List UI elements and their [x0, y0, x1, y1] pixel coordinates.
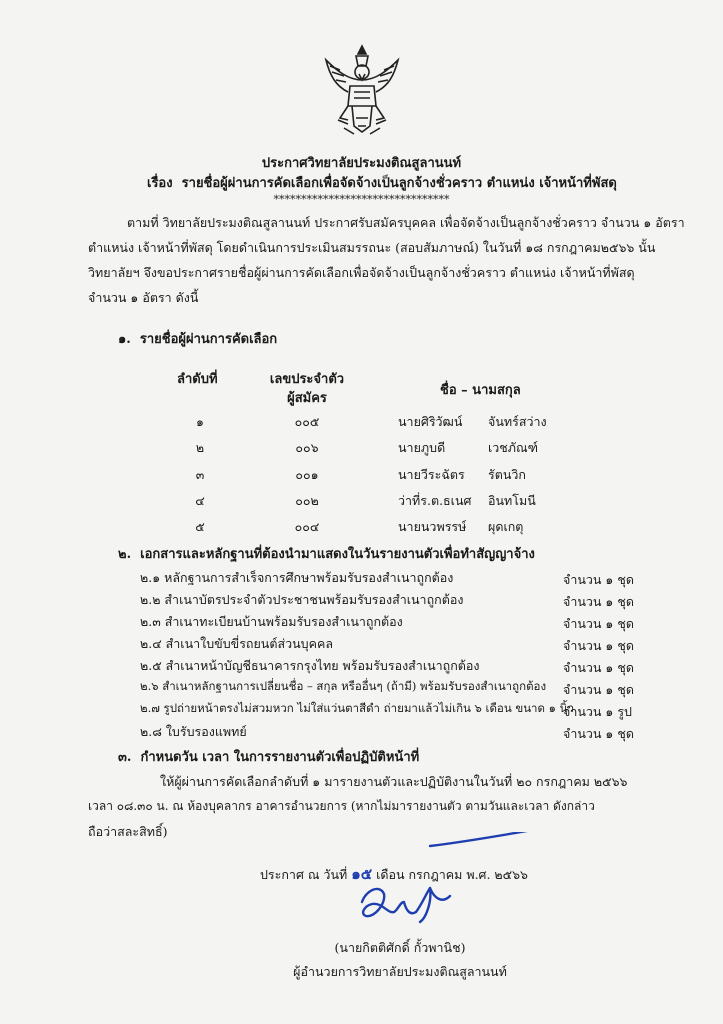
doc-item-qty: จำนวน ๑ รูป [563, 704, 632, 719]
signature-icon [330, 832, 610, 942]
org-title: ประกาศวิทยาลัยประมงติณสูลานนท์ [261, 156, 462, 171]
doc-item-text: ๒.๑ หลักฐานการสำเร็จการศึกษาพร้อมรับรองสำเนาถูกต้อง [140, 570, 454, 585]
section1-number: ๑. [118, 332, 131, 347]
col-id-line1: เลขประจำตัว [269, 372, 345, 387]
section2-number: ๒. [118, 547, 132, 562]
subject-text: รายชื่อผู้ผ่านการคัดเลือกเพื่อจัดจ้างเป็นลูกจ้างชั่วคราว ตำแหน่ง เจ้าหน้าที่พัสดุ [181, 176, 617, 191]
row-first-name: นายศิริวัฒน์ [398, 414, 463, 429]
announce-suffix: เดือน กรกฎาคม พ.ศ. ๒๕๖๖ [376, 867, 528, 882]
row-last-name: รัตนวิก [488, 467, 526, 482]
separator: ******************************** [273, 193, 450, 206]
doc-item-qty: จำนวน ๑ ชุด [563, 682, 634, 697]
row-last-name: จันทร์สว่าง [488, 414, 547, 429]
section1-title: รายชื่อผู้ผ่านการคัดเลือก [139, 332, 278, 347]
doc-item-text: ๒.๘ ใบรับรองแพทย์ [140, 724, 247, 739]
row-id: ๐๐๔ [294, 519, 320, 534]
section3-line-2: เวลา ๐๘.๓๐ น. ณ ห้องบุคลากร อาคารอำนวยการ (หากไม่มารายงานตัว ตามวันและเวลา ดังกล่าว [88, 799, 595, 813]
section3-title: กำหนดวัน เวลา ในการรายงานตัวเพื่อปฏิบัติหน้าที่ [140, 750, 420, 765]
doc-item-qty: จำนวน ๑ ชุด [563, 638, 634, 653]
doc-item-qty: จำนวน ๑ ชุด [563, 616, 634, 631]
garuda-emblem-icon [318, 40, 406, 140]
row-id: ๐๐๖ [295, 440, 319, 455]
row-order: ๒ [195, 440, 205, 455]
row-order: ๔ [195, 493, 205, 508]
doc-item-qty: จำนวน ๑ ชุด [563, 726, 634, 741]
doc-item-text: ๒.๕ สำเนาหน้าบัญชีธนาคารกรุงไทย พร้อมรับรองสำเนาถูกต้อง [140, 658, 480, 673]
row-last-name: อินทโมนี [488, 493, 536, 508]
intro-line-3: วิทยาลัยฯ จึงขอประกาศรายชื่อผู้ผ่านการคัดเลือกเพื่อจัดจ้างเป็นลูกจ้างชั่วคราว ตำแหน่ง เจ้าหน้าที่พัสดุ [88, 265, 635, 280]
doc-item-qty: จำนวน ๑ ชุด [563, 572, 634, 587]
doc-item-text: ๒.๔ สำเนาใบขับขี่รถยนต์ส่วนบุคคล [140, 636, 333, 651]
doc-item-text: ๒.๓ สำเนาทะเบียนบ้านพร้อมรับรองสำเนาถูกต้อง [140, 614, 403, 629]
intro-line-2: ตำแหน่ง เจ้าหน้าที่พัสดุ โดยดำเนินการประเมินสมรรถนะ (สอบสัมภาษณ์) ในวันที่ ๑๘ กรกฎาคม๒๕๖๖ นั้น [88, 240, 656, 255]
doc-item-text: ๒.๒ สำเนาบัตรประจำตัวประชาชนพร้อมรับรองสำเนาถูกต้อง [140, 592, 464, 607]
section2-heading [118, 543, 535, 564]
col-id-line2: ผู้สมัคร [287, 391, 327, 406]
announce-day: ๑๕ [351, 865, 373, 883]
announce-prefix: ประกาศ ณ วันที่ [260, 867, 348, 882]
intro-line-4: จำนวน ๑ อัตรา ดังนี้ [88, 290, 199, 305]
row-first-name: ว่าที่ร.ต.ธเนศ [398, 493, 472, 508]
col-name: ชื่อ – นามสกุล [440, 383, 521, 398]
row-id: ๐๐๒ [295, 493, 319, 508]
row-last-name: เวชภัณฑ์ [488, 440, 538, 455]
subject-line [147, 172, 617, 193]
section1-heading [118, 328, 277, 349]
row-first-name: นายวีระฉัตร [398, 467, 465, 482]
section3-line-1: ให้ผู้ผ่านการคัดเลือกลำดับที่ ๑ มารายงานตัวและปฏิบัติงานในวันที่ ๒๐ กรกฎาคม ๒๕๖๖ [160, 774, 628, 789]
doc-item-qty: จำนวน ๑ ชุด [563, 594, 634, 609]
row-id: ๐๐๕ [294, 414, 320, 429]
doc-item-text: ๒.๖ สำเนาหลักฐานการเปลี่ยนชื่อ – สกุล หรืออื่นๆ (ถ้ามี) พร้อมรับรองสำเนาถูกต้อง [140, 679, 547, 693]
section3-number: ๓. [118, 750, 132, 765]
doc-item-qty: จำนวน ๑ ชุด [563, 660, 634, 675]
signer-name: (นายกิตติศักดิ์ กั้วพานิช) [334, 940, 466, 955]
signer-title: ผู้อำนวยการวิทยาลัยประมงติณสูลานนท์ [293, 964, 507, 979]
intro-line-1: ตามที่ วิทยาลัยประมงติณสูลานนท์ ประกาศรับสมัครบุคคล เพื่อจัดจ้างเป็นลูกจ้างชั่วคราว จำนวน ๑ อัตรา [127, 215, 685, 230]
row-first-name: นายนวพรรษ์ [398, 519, 467, 534]
doc-item-text: ๒.๗ รูปถ่ายหน้าตรงไม่สวมหวก ไม่ใส่แว่นตาสีดำ ถ่ายมาแล้วไม่เกิน ๖ เดือน ขนาด ๑ นิ้ว [140, 701, 574, 715]
row-order: ๑ [196, 414, 204, 429]
section2-title: เอกสารและหลักฐานที่ต้องนำมาแสดงในวันรายงานตัวเพื่อทำสัญญาจ้าง [140, 547, 535, 562]
row-order: ๕ [195, 519, 205, 534]
subject-label: เรื่อง [147, 176, 173, 191]
row-first-name: นายภูบดี [398, 440, 446, 455]
row-order: ๓ [195, 467, 205, 482]
col-order: ลำดับที่ [177, 372, 218, 387]
section3-line-3: ถือว่าสละสิทธิ์) [88, 824, 168, 839]
section3-heading [118, 746, 419, 767]
row-last-name: ผุดเกตุ [488, 519, 524, 534]
row-id: ๐๐๑ [295, 467, 319, 482]
